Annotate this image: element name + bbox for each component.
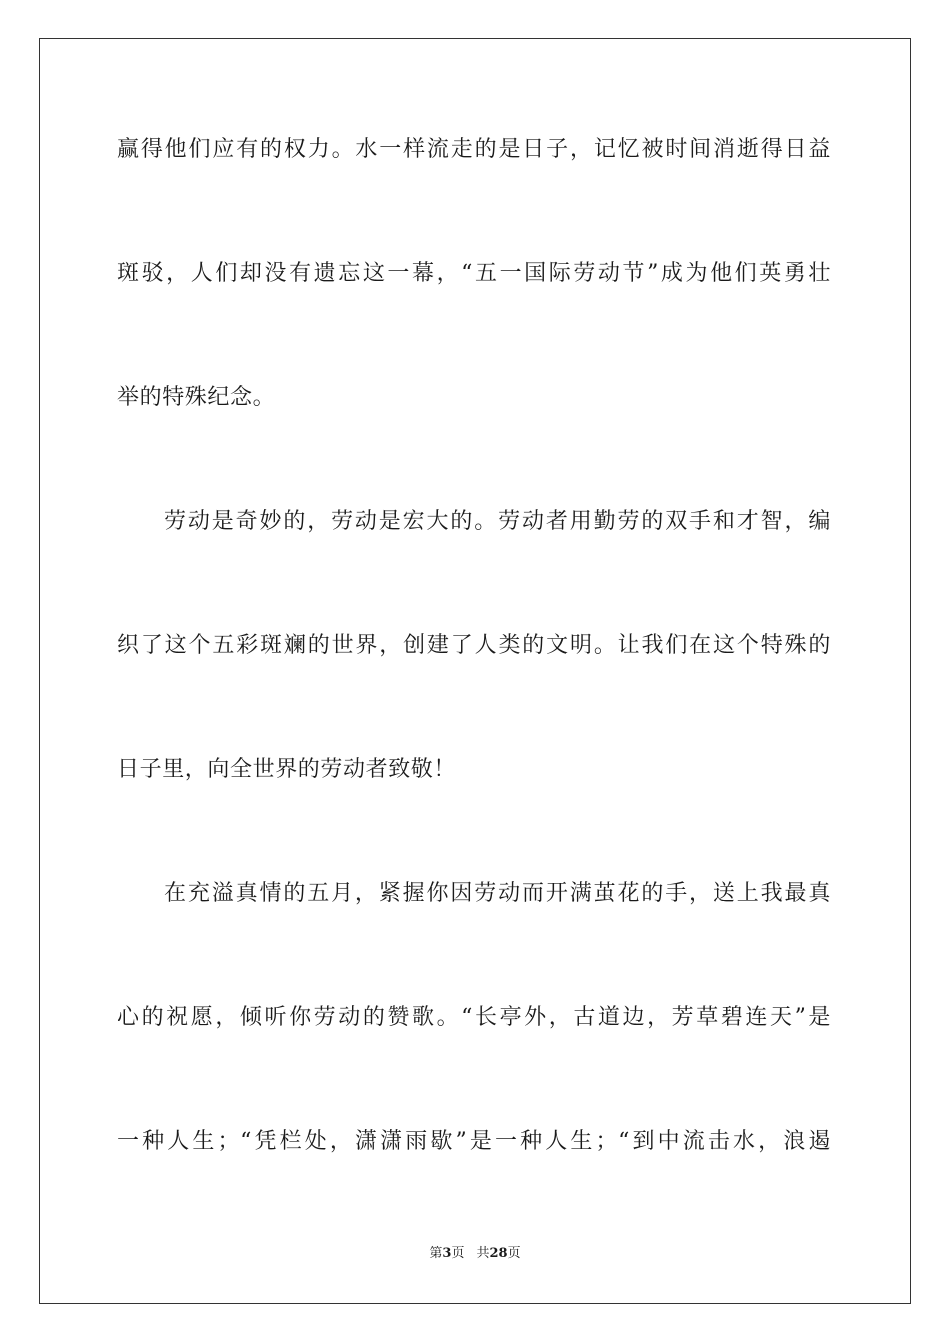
- text-line: 织了这个五彩斑斓的世界，创建了人类的文明。让我们在这个特殊的: [117, 633, 831, 658]
- total-suffix: 页: [507, 1246, 521, 1261]
- page-prefix: 第: [429, 1246, 443, 1261]
- paragraph-first-line: 在充溢真情的五月，紧握你因劳动而开满茧花的手，送上我最真: [164, 881, 831, 906]
- text-line: 赢得他们应有的权力。水一样流走的是日子，记忆被时间消逝得日益: [117, 137, 831, 162]
- total-prefix: 共: [476, 1246, 490, 1261]
- paragraph-first-line: 劳动是奇妙的，劳动是宏大的。劳动者用勤劳的双手和才智，编: [164, 509, 831, 534]
- text-line: 一种人生；“凭栏处，潇潇雨歇”是一种人生；“到中流击水，浪遏: [117, 1129, 831, 1154]
- page-suffix: 页: [451, 1246, 465, 1261]
- page-number: 3: [442, 1246, 452, 1261]
- text-line: 斑驳，人们却没有遗忘这一幕，“五一国际劳动节”成为他们英勇壮: [117, 261, 831, 286]
- text-line: 举的特殊纪念。: [117, 385, 276, 410]
- page-border: [39, 38, 911, 1304]
- total-pages: 28: [489, 1246, 508, 1261]
- text-line: 日子里，向全世界的劳动者致敬！: [117, 757, 457, 782]
- text-line: 心的祝愿，倾听你劳动的赞歌。“长亭外，古道边，芳草碧连天”是: [117, 1005, 831, 1030]
- page-footer: [0, 1244, 950, 1264]
